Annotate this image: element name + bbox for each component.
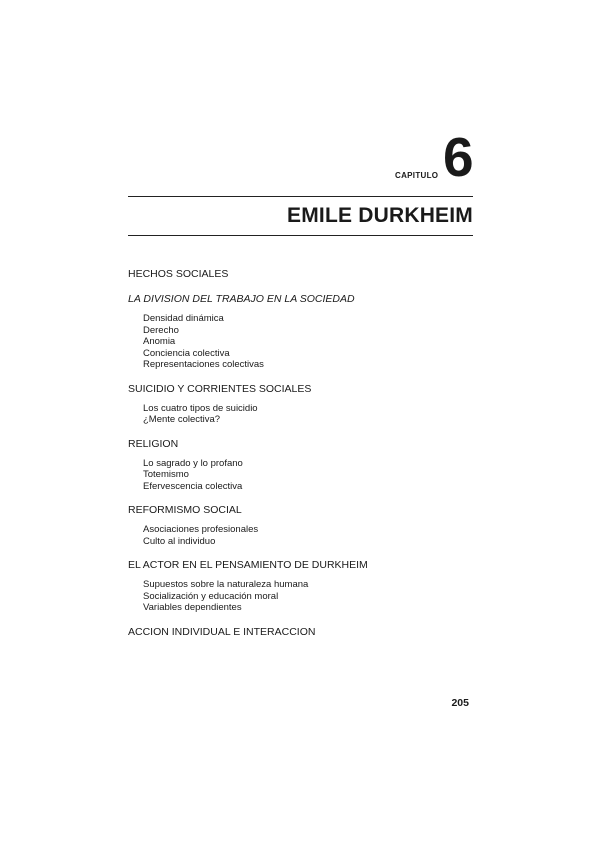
toc-section-title: EL ACTOR EN EL PENSAMIENTO DE DURKHEIM (128, 559, 368, 571)
toc-subitem: ¿Mente colectiva? (143, 414, 221, 425)
table-of-contents (128, 268, 488, 639)
toc-section (128, 268, 488, 281)
toc-subitem: Conciencia colectiva (143, 347, 230, 359)
chapter-number: 6 (443, 126, 474, 188)
toc-subitem: Densidad dinámica (143, 313, 224, 324)
toc-subitem: Representaciones colectivas (143, 359, 264, 370)
toc-subitem-list (128, 458, 488, 493)
section-spacer (128, 281, 488, 293)
toc-subitem: Socialización y educación moral (143, 590, 279, 602)
toc-subitem: Derecho (143, 324, 179, 336)
toc-section-title: HECHOS SOCIALES (128, 268, 229, 280)
toc-subitem: Supuestos sobre la naturaleza humana (143, 579, 309, 590)
toc-subitem: Anomia (143, 336, 176, 347)
top-rule (128, 196, 473, 197)
section-spacer (128, 426, 488, 438)
chapter-title: EMILE DURKHEIM (287, 204, 473, 227)
toc-section-title: LA DIVISION DEL TRABAJO EN LA SOCIEDAD (128, 293, 355, 305)
section-spacer (128, 371, 488, 383)
section-spacer (128, 492, 488, 504)
toc-section-title: REFORMISMO SOCIAL (128, 504, 242, 516)
section-spacer (128, 614, 488, 626)
toc-section-title: ACCION INDIVIDUAL E INTERACCION (128, 625, 316, 638)
toc-section (128, 383, 488, 426)
toc-subitem: Totemismo (143, 469, 189, 480)
toc-section-title: SUICIDIO Y CORRIENTES SOCIALES (128, 382, 312, 395)
bottom-rule (128, 235, 473, 236)
toc-subitem: Lo sagrado y lo profano (143, 457, 243, 469)
toc-section (128, 293, 488, 371)
toc-section (128, 626, 488, 639)
page-number: 205 (451, 697, 469, 709)
toc-subitem: Efervescencia colectiva (143, 480, 243, 492)
toc-subitem-list (128, 579, 488, 614)
toc-subitem-list (128, 313, 488, 371)
toc-section (128, 504, 488, 547)
toc-subitem: Los cuatro tipos de suicidio (143, 402, 258, 414)
toc-section (128, 559, 488, 614)
section-spacer (128, 547, 488, 559)
toc-subitem: Culto al individuo (143, 535, 216, 547)
toc-subitem: Variables dependientes (143, 602, 242, 613)
toc-section (128, 438, 488, 493)
toc-subitem-list (128, 403, 488, 426)
toc-subitem: Asociaciones profesionales (143, 524, 259, 535)
chapter-label: CAPITULO (395, 171, 439, 180)
toc-subitem-list (128, 524, 488, 547)
toc-section-title: RELIGION (128, 437, 179, 450)
